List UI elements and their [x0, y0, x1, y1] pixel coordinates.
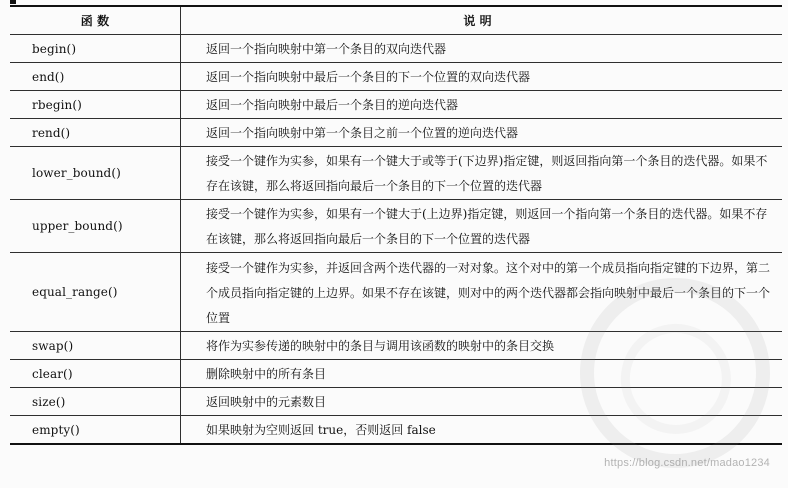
function-description: 接受一个键作为实参，并返回含两个迭代器的一对对象。这个对中的第一个成员指向指定键的下边界，第二个成员指向指定键的上边界。如果不存在该键，则对中的两个迭代器都会指向映射中最后一个条目的下一个位置 — [206, 260, 771, 325]
function-name: rbegin() — [10, 91, 181, 118]
description-column-header: 说 明 — [463, 14, 492, 28]
table-row — [10, 119, 782, 147]
function-name: swap() — [10, 332, 181, 359]
table-row — [10, 147, 782, 200]
table-row — [10, 63, 782, 91]
function-name: clear() — [10, 360, 181, 387]
function-description: 如果映射为空则返回 true，否则返回 false — [206, 423, 436, 437]
function-name: equal_range() — [10, 253, 181, 331]
table-row — [10, 35, 782, 63]
function-description: 返回一个指向映射中第一个条目之前一个位置的逆向迭代器 — [206, 126, 519, 140]
function-description: 将作为实参传递的映射中的条目与调用该函数的映射中的条目交换 — [206, 339, 555, 353]
function-description: 返回一个指向映射中最后一个条目的逆向迭代器 — [206, 98, 459, 112]
function-name: end() — [10, 63, 181, 90]
table-row — [10, 200, 782, 253]
function-name: upper_bound() — [10, 200, 181, 252]
function-name: empty() — [10, 416, 181, 443]
function-name: size() — [10, 388, 181, 415]
top-edge-mark — [10, 0, 16, 4]
function-description: 返回一个指向映射中第一个条目的双向迭代器 — [206, 42, 447, 56]
function-name: begin() — [10, 35, 181, 62]
function-name: rend() — [10, 119, 181, 146]
table-header-row — [10, 7, 782, 35]
function-description: 接受一个键作为实参，如果有一个键大于(上边界)指定键，则返回一个指向第一个条目的迭代器。如果不存在该键，那么将返回指向最后一个条目的下一个位置的迭代器 — [206, 207, 768, 246]
function-name: lower_bound() — [10, 147, 181, 199]
function-column-header: 函 数 — [10, 7, 181, 34]
function-description: 删除映射中的所有条目 — [206, 367, 327, 381]
watermark-url: https://blog.csdn.net/madao1234 — [604, 457, 770, 469]
table-row — [10, 91, 782, 119]
function-description: 接受一个键作为实参，如果有一个键大于或等于(下边界)指定键，则返回指向第一个条目的迭代器。如果不存在该键，那么将返回指向最后一个条目的下一个位置的迭代器 — [206, 154, 768, 193]
function-description: 返回映射中的元素数目 — [206, 395, 327, 409]
function-description: 返回一个指向映射中最后一个条目的下一个位置的双向迭代器 — [206, 70, 531, 84]
